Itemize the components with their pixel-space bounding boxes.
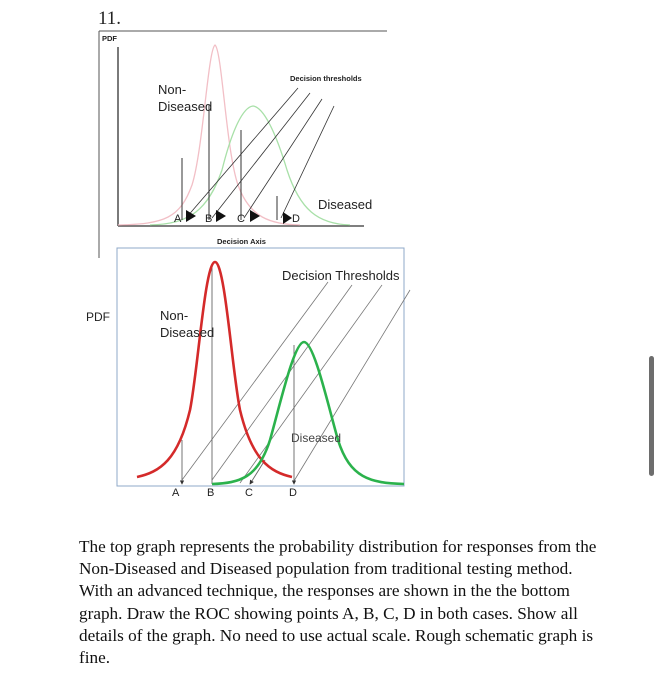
top-y-axis-label: PDF bbox=[102, 34, 117, 43]
top-point-a-label: A bbox=[174, 213, 182, 225]
top-point-c-label: C bbox=[237, 213, 245, 225]
top-threshold-line-c bbox=[244, 99, 322, 218]
top-threshold-line-b bbox=[212, 93, 310, 218]
question-number: 11. bbox=[98, 8, 122, 29]
top-non-diseased-label-line1: Non- bbox=[158, 82, 187, 97]
bottom-point-a-label: A bbox=[172, 487, 180, 499]
bottom-thresholds-title: Decision Thresholds bbox=[282, 268, 400, 283]
bottom-graph-frame bbox=[117, 248, 404, 486]
top-point-d-label: D bbox=[292, 213, 300, 225]
question-paragraph: The top graph represents the probability distribution for responses from the Non-Diseased and Diseased population from traditional testing method. With an advanced technique, the responses are shown in the the bottom graph. Draw the ROC showing points A, B, C, D in both cases. Show all details of the graph. No need to use actual scale. Rough schematic graph is fine. bbox=[79, 537, 597, 668]
top-non-diseased-label-line2: Diseased bbox=[158, 99, 213, 114]
top-thresholds-title: Decision thresholds bbox=[290, 74, 362, 83]
bottom-threshold-line-d bbox=[294, 290, 410, 481]
bottom-point-b-label: B bbox=[207, 487, 215, 499]
bottom-diseased-label: Diseased bbox=[291, 431, 342, 445]
top-diseased-label: Diseased bbox=[318, 197, 373, 212]
bottom-y-axis-label: PDF bbox=[86, 310, 110, 324]
top-arrowhead-d bbox=[283, 212, 292, 224]
vertical-scrollbar[interactable] bbox=[649, 356, 654, 476]
bottom-non-diseased-label-line2: Diseased bbox=[160, 325, 215, 340]
bottom-threshold-line-b bbox=[212, 285, 352, 480]
bottom-point-c-label: C bbox=[245, 487, 253, 499]
bottom-non-diseased-label-line1: Non- bbox=[160, 308, 189, 323]
top-arrowhead-b bbox=[216, 210, 226, 222]
top-x-axis-label: Decision Axis bbox=[217, 237, 266, 246]
bottom-point-d-label: D bbox=[289, 487, 297, 499]
bottom-graph bbox=[86, 248, 410, 499]
top-graph bbox=[99, 31, 387, 258]
top-point-b-label: B bbox=[205, 213, 213, 225]
